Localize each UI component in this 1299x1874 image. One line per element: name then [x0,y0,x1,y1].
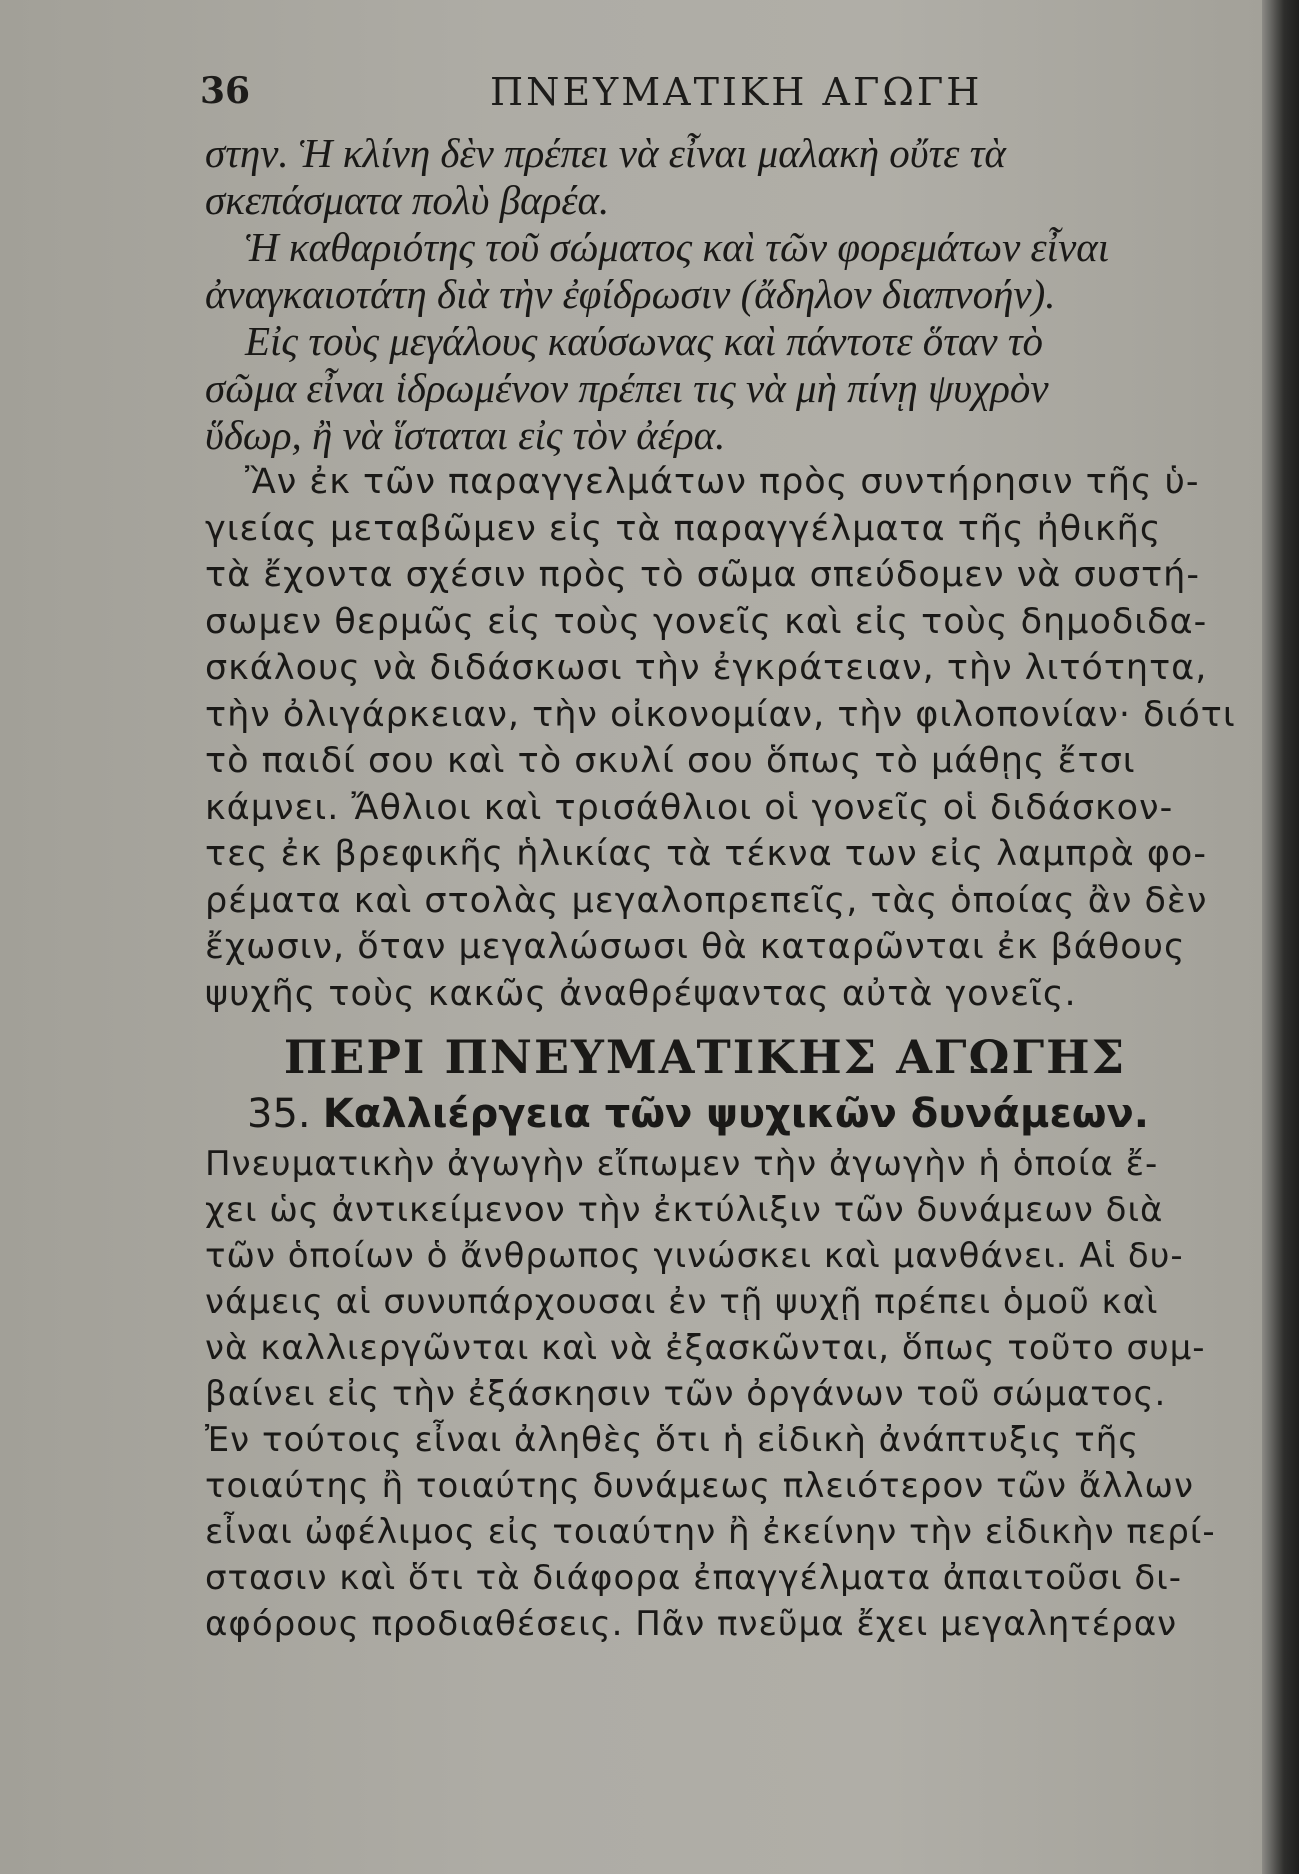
text-line: νὰ καλλιεργῶνται καὶ νὰ ἐξασκῶνται, ὅπως τοῦτο συμ- [205,1328,1206,1368]
text-line: αφόρους προδιαθέσεις. Πᾶν πνεῦμα ἔχει μεγαλητέραν [205,1604,1178,1644]
text-line: στην. Ἡ κλίνη δὲν πρέπει νὰ εἶναι μαλακὴ οὔτε τὰ [205,130,1006,176]
section-paragraph [205,1141,1225,1647]
page-number: 36 [200,70,251,112]
subsection-heading [205,1087,1225,1141]
text-line: βαίνει εἰς τὴν ἐξάσκησιν τῶν ὀργάνων τοῦ σώματος. [205,1374,1167,1414]
subsection-title: Καλλιέργεια τῶν ψυχικῶν δυνάμεων. [322,1091,1149,1137]
text-line: Ἂν ἐκ τῶν παραγγελμάτων πρὸς συντήρησιν τῆς ὑ- [245,462,1200,502]
text-line: εἶναι ὠφέλιμος εἰς τοιαύτην ἢ ἐκείνην τὴν εἰδικὴν περί- [205,1512,1216,1552]
text-line: τες ἐκ βρεφικῆς ἡλικίας τὰ τέκνα των εἰς λαμπρὰ φο- [205,834,1207,874]
book-binding-shadow [1262,0,1299,1874]
running-head: ΠΝΕΥΜΑΤΙΚΗ ΑΓΩΓΗ [490,70,983,114]
text-line: γιείας μεταβῶμεν εἰς τὰ παραγγέλματα τῆς ἠθικῆς [205,508,1162,549]
text-line: τὴν ὀλιγάρκειαν, τὴν οἰκονομίαν, τὴν φιλοπονίαν· διότι [205,694,1236,735]
subsection-number: 35. [247,1091,311,1137]
text-line: Ἐν τούτοις εἶναι ἀληθὲς ὅτι ἡ εἰδικὴ ἀνάπτυξις τῆς [205,1420,1140,1460]
text-line: κάμνει. Ἄθλιοι καὶ τρισάθλιοι οἱ γονεῖς οἱ διδάσκον- [205,787,1174,828]
text-line: σκεπάσματα πολὺ βαρέα. [205,177,610,223]
text-line: ἀναγκαιοτάτη διὰ τὴν ἐφίδρωσιν (ἄδηλον διαπνοήν). [205,271,1056,317]
text-line: ρέματα καὶ στολὰς μεγαλοπρεπεῖς, τὰς ὁποίας ἂν δὲν [205,880,1208,921]
text-line: Πνευματικὴν ἀγωγὴν εἴπωμεν τὴν ἀγωγὴν ἡ ὁποία ἔ- [205,1144,1159,1184]
section-heading: ΠΕΡΙ ΠΝΕΥΜΑΤΙΚΗΣ ΑΓΩΓΗΣ [283,1030,1127,1084]
text-line: σῶμα εἶναι ἱδρωμένον πρέπει τις νὰ μὴ πίνῃ ψυχρὸν [205,365,1049,411]
text-line: ὕδωρ, ἢ νὰ ἵσταται εἰς τὸν ἀέρα. [205,412,726,458]
text-line: στασιν καὶ ὅτι τὰ διάφορα ἐπαγγέλματα ἀπαιτοῦσι δι- [205,1558,1182,1598]
text-line: Ἡ καθαριότης τοῦ σώματος καὶ τῶν φορεμάτων εἶναι [245,224,1110,270]
text-line: ψυχῆς τοὺς κακῶς ἀναθρέψαντας αὐτὰ γονεῖς. [205,973,1077,1014]
text-line: ἔχωσιν, ὅταν μεγαλώσωσι θὰ καταρῶνται ἐκ βάθους [205,927,1186,967]
text-line: τῶν ὁποίων ὁ ἄνθρωπος γινώσκει καὶ μανθάνει. Αἱ δυ- [205,1236,1184,1276]
text-line: νάμεις αἱ συνυπάρχουσαι ἐν τῇ ψυχῇ πρέπει ὁμοῦ καὶ [205,1282,1159,1322]
page-body [205,130,1236,1647]
text-line: Εἰς τοὺς μεγάλους καύσωνας καὶ πάντοτε ὅταν τὸ [245,318,1044,364]
text-line: σκάλους νὰ διδάσκωσι τὴν ἐγκράτειαν, τὴν λιτότητα, [205,648,1208,688]
text-line: σωμεν θερμῶς εἰς τοὺς γονεῖς καὶ εἰς τοὺς δημοδιδα- [205,601,1208,642]
upright-paragraph [205,459,1236,1017]
text-line: τοιαύτης ἢ τοιαύτης δυνάμεως πλειότερον τῶν ἄλλων [205,1466,1194,1506]
text-line: τὸ παιδί σου καὶ τὸ σκυλί σου ὅπως τὸ μάθῃς ἔτσι [205,741,1136,781]
text-line: τὰ ἔχοντα σχέσιν πρὸς τὸ σῶμα σπεύδομεν νὰ συστή- [205,555,1200,595]
text-line: χει ὡς ἀντικείμενον τὴν ἐκτύλιξιν τῶν δυνάμεων διὰ [205,1190,1164,1230]
italic-paragraph [205,130,1225,459]
